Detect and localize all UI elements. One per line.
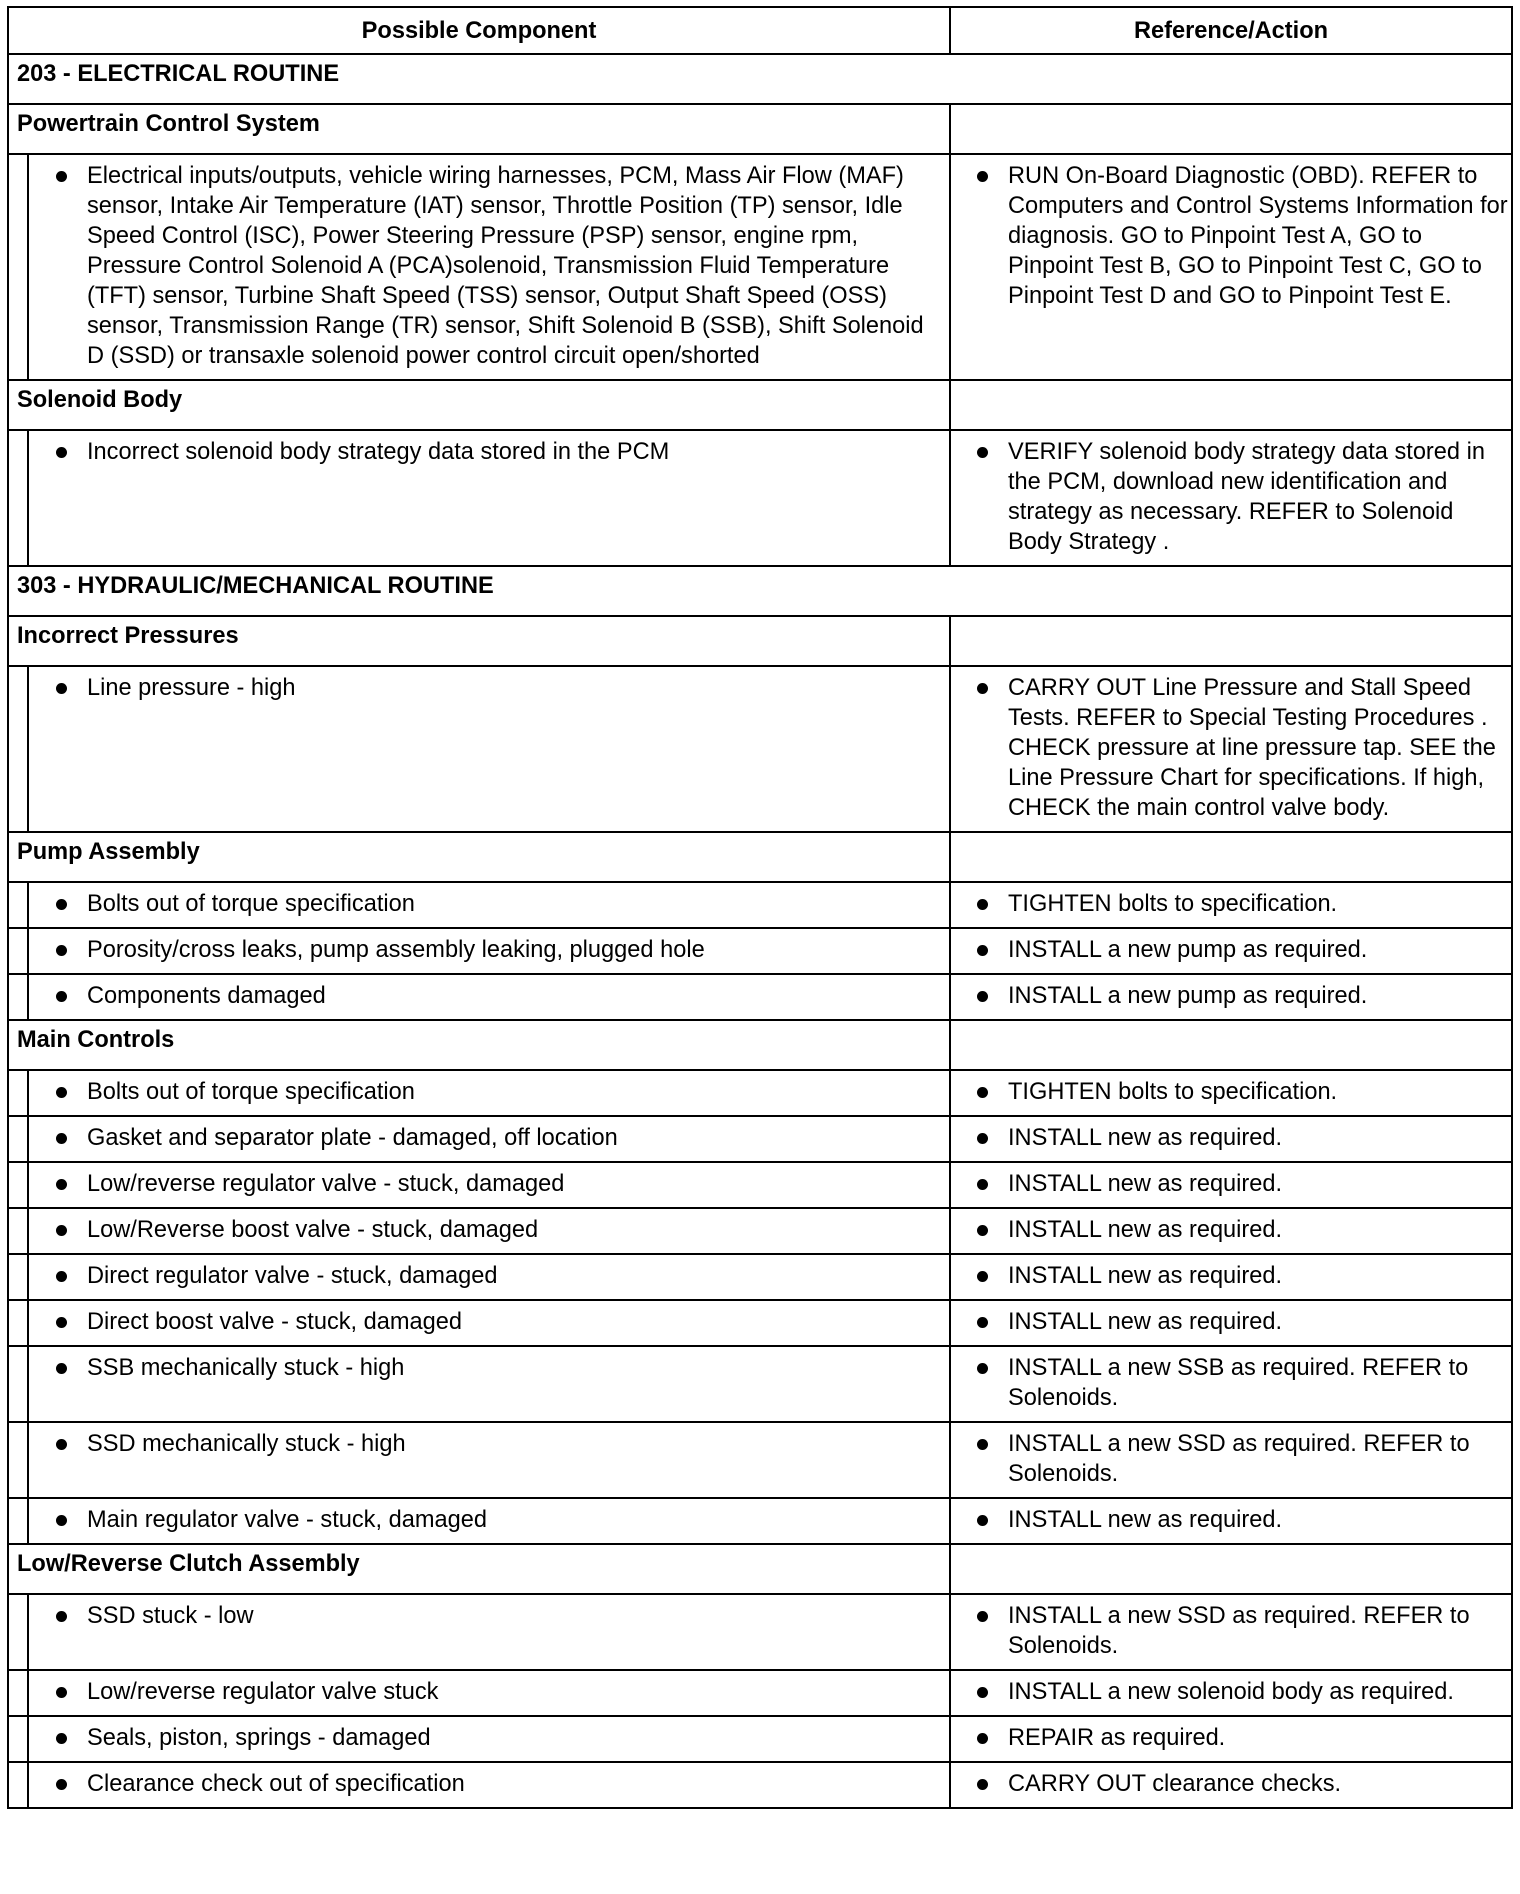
section-row (8, 54, 1512, 104)
header-component: Possible Component (8, 7, 950, 54)
action-bullet-item (951, 1723, 1511, 1753)
group-name: Solenoid Body (8, 380, 950, 430)
component-bullet-item (29, 1601, 949, 1631)
table-row (8, 882, 1512, 928)
action-text: RUN On-Board Diagnostic (OBD). REFER to Computers and Control Systems Information for diagnosis. GO to Pinpoint Test A, GO to Pinpoint Test B, GO to Pinpoint Test C, GO to Pinpoint Test D and GO to Pinpoint Test E. (1008, 163, 1508, 309)
header-row (8, 7, 1512, 54)
action-bullet-item (951, 1429, 1511, 1489)
action-bullet-item (951, 1353, 1511, 1413)
bullet-icon (977, 447, 988, 458)
action-cell (950, 1670, 1512, 1716)
action-cell (950, 882, 1512, 928)
table-row (8, 154, 1512, 380)
bullet-icon (56, 1133, 67, 1144)
bullet-icon (56, 171, 67, 182)
group-name: Incorrect Pressures (8, 616, 950, 666)
table-row (8, 430, 1512, 566)
group-name: Powertrain Control System (8, 104, 950, 154)
table-row (8, 1116, 1512, 1162)
bullet-icon (56, 1087, 67, 1098)
bullet-icon (56, 1271, 67, 1282)
bullet-icon (977, 1687, 988, 1698)
group-action-empty (950, 104, 1512, 154)
action-bullet-item (951, 1505, 1511, 1535)
table-row (8, 974, 1512, 1020)
group-name: Low/Reverse Clutch Assembly (8, 1544, 950, 1594)
component-bullet-item (29, 1429, 949, 1459)
bullet-icon (977, 1363, 988, 1374)
bullet-icon (977, 171, 988, 182)
action-cell (950, 1162, 1512, 1208)
action-cell (950, 1498, 1512, 1544)
action-cell (950, 1716, 1512, 1762)
table-row (8, 1716, 1512, 1762)
action-bullet-item (951, 1169, 1511, 1199)
section-row (8, 566, 1512, 616)
indent-cell (8, 928, 28, 974)
component-text: Bolts out of torque specification (87, 1079, 415, 1105)
component-cell (28, 1254, 950, 1300)
component-cell (28, 974, 950, 1020)
group-name: Pump Assembly (8, 832, 950, 882)
component-text: Line pressure - high (87, 675, 296, 701)
component-cell (28, 1070, 950, 1116)
indent-cell (8, 1594, 28, 1670)
bullet-icon (56, 991, 67, 1002)
component-bullet-item (29, 673, 949, 703)
component-bullet-item (29, 1123, 949, 1153)
indent-cell (8, 666, 28, 832)
component-bullet-item (29, 1769, 949, 1799)
bullet-icon (977, 1087, 988, 1098)
group-row (8, 380, 1512, 430)
component-bullet-item (29, 1261, 949, 1291)
action-bullet-item (951, 673, 1511, 823)
component-text: SSD stuck - low (87, 1603, 254, 1629)
component-text: Bolts out of torque specification (87, 891, 415, 917)
action-bullet-item (951, 935, 1511, 965)
action-cell (950, 928, 1512, 974)
component-text: Low/Reverse boost valve - stuck, damaged (87, 1217, 539, 1243)
bullet-icon (56, 899, 67, 910)
indent-cell (8, 1162, 28, 1208)
bullet-icon (56, 945, 67, 956)
bullet-icon (977, 1779, 988, 1790)
component-bullet-item (29, 1353, 949, 1383)
bullet-icon (977, 1611, 988, 1622)
component-cell (28, 1594, 950, 1670)
table-row (8, 1498, 1512, 1544)
indent-cell (8, 1116, 28, 1162)
action-cell (950, 1208, 1512, 1254)
indent-cell (8, 1716, 28, 1762)
indent-cell (8, 1300, 28, 1346)
component-bullet-item (29, 1307, 949, 1337)
action-cell (950, 1594, 1512, 1670)
component-cell (28, 1162, 950, 1208)
component-text: SSD mechanically stuck - high (87, 1431, 406, 1457)
action-cell (950, 1116, 1512, 1162)
table-row (8, 1300, 1512, 1346)
table-row (8, 666, 1512, 832)
action-bullet-item (951, 1077, 1511, 1107)
group-action-empty (950, 380, 1512, 430)
component-cell (28, 882, 950, 928)
component-cell (28, 928, 950, 974)
component-text: Direct regulator valve - stuck, damaged (87, 1263, 498, 1289)
bullet-icon (977, 1271, 988, 1282)
action-cell (950, 430, 1512, 566)
component-cell (28, 1422, 950, 1498)
bullet-icon (56, 1687, 67, 1698)
action-text: INSTALL a new SSD as required. REFER to Solenoids. (1008, 1603, 1470, 1659)
table-row (8, 1346, 1512, 1422)
component-cell (28, 1498, 950, 1544)
bullet-icon (977, 1225, 988, 1236)
bullet-icon (977, 1733, 988, 1744)
indent-cell (8, 974, 28, 1020)
table-row (8, 1422, 1512, 1498)
action-text: INSTALL new as required. (1008, 1309, 1283, 1335)
component-text: Electrical inputs/outputs, vehicle wiring harnesses, PCM, Mass Air Flow (MAF) sensor, Intake Air Temperature (IAT) sensor, Throttle Position (TP) sensor, Idle Speed Control (ISC), Power Steering Pressure (PSP) sensor, engine rpm, Pressure Control Solenoid A (PCA)solenoid, Transmission Fluid Temperature (TFT) sensor, Turbine Shaft Speed (TSS) sensor, Output Shaft Speed (OSS) sensor, Transmission Range (TR) sensor, Shift Solenoid B (SSB), Shift Solenoid D (SSD) or transaxle solenoid power control circuit open/shorted (87, 163, 924, 369)
component-cell (28, 1116, 950, 1162)
component-text: Incorrect solenoid body strategy data stored in the PCM (87, 439, 670, 465)
component-text: Clearance check out of specification (87, 1771, 465, 1797)
bullet-icon (977, 683, 988, 694)
action-bullet-item (951, 1307, 1511, 1337)
table-row (8, 928, 1512, 974)
action-text: INSTALL a new pump as required. (1008, 937, 1368, 963)
group-row (8, 104, 1512, 154)
component-cell (28, 1300, 950, 1346)
indent-cell (8, 1498, 28, 1544)
component-bullet-item (29, 889, 949, 919)
action-cell (950, 1346, 1512, 1422)
component-bullet-item (29, 981, 949, 1011)
action-text: INSTALL a new SSB as required. REFER to Solenoids. (1008, 1355, 1469, 1411)
group-action-empty (950, 1544, 1512, 1594)
bullet-icon (56, 1515, 67, 1526)
bullet-icon (56, 1439, 67, 1450)
indent-cell (8, 1346, 28, 1422)
action-text: INSTALL new as required. (1008, 1217, 1283, 1243)
bullet-icon (977, 1515, 988, 1526)
bullet-icon (56, 1611, 67, 1622)
action-cell (950, 666, 1512, 832)
indent-cell (8, 1762, 28, 1808)
component-text: Gasket and separator plate - damaged, off location (87, 1125, 618, 1151)
action-cell (950, 1070, 1512, 1116)
action-bullet-item (951, 981, 1511, 1011)
action-text: INSTALL a new solenoid body as required. (1008, 1679, 1454, 1705)
group-action-empty (950, 616, 1512, 666)
bullet-icon (977, 1179, 988, 1190)
table-row (8, 1070, 1512, 1116)
component-cell (28, 154, 950, 380)
component-text: Porosity/cross leaks, pump assembly leaking, plugged hole (87, 937, 705, 963)
bullet-icon (56, 1225, 67, 1236)
group-action-empty (950, 832, 1512, 882)
bullet-icon (977, 1133, 988, 1144)
component-cell (28, 1762, 950, 1808)
bullet-icon (977, 1439, 988, 1450)
group-row (8, 616, 1512, 666)
component-text: Low/reverse regulator valve stuck (87, 1679, 439, 1705)
group-row (8, 832, 1512, 882)
component-bullet-item (29, 1077, 949, 1107)
component-bullet-item (29, 935, 949, 965)
group-row (8, 1544, 1512, 1594)
component-text: Direct boost valve - stuck, damaged (87, 1309, 463, 1335)
action-text: INSTALL a new pump as required. (1008, 983, 1368, 1009)
action-bullet-item (951, 161, 1511, 311)
action-cell (950, 1762, 1512, 1808)
indent-cell (8, 1208, 28, 1254)
bullet-icon (977, 945, 988, 956)
action-text: INSTALL a new SSD as required. REFER to Solenoids. (1008, 1431, 1470, 1487)
component-bullet-item (29, 1677, 949, 1707)
action-text: TIGHTEN bolts to specification. (1008, 891, 1338, 917)
indent-cell (8, 1254, 28, 1300)
bullet-icon (977, 1317, 988, 1328)
action-bullet-item (951, 1215, 1511, 1245)
table-row (8, 1762, 1512, 1808)
indent-cell (8, 1670, 28, 1716)
bullet-icon (977, 991, 988, 1002)
group-action-empty (950, 1020, 1512, 1070)
component-cell (28, 1670, 950, 1716)
action-text: INSTALL new as required. (1008, 1263, 1283, 1289)
indent-cell (8, 1070, 28, 1116)
table-row (8, 1208, 1512, 1254)
action-text: INSTALL new as required. (1008, 1125, 1283, 1151)
table-row (8, 1594, 1512, 1670)
section-title: 303 - HYDRAULIC/MECHANICAL ROUTINE (8, 566, 1512, 616)
component-text: Seals, piston, springs - damaged (87, 1725, 431, 1751)
action-bullet-item (951, 1769, 1511, 1799)
action-cell (950, 1300, 1512, 1346)
action-text: VERIFY solenoid body strategy data stored in the PCM, download new identification and strategy as necessary. REFER to Solenoid Body Strategy . (1008, 439, 1485, 555)
action-text: INSTALL new as required. (1008, 1171, 1283, 1197)
table-body (8, 54, 1512, 1808)
table-row (8, 1670, 1512, 1716)
bullet-icon (56, 1179, 67, 1190)
table-row (8, 1162, 1512, 1208)
action-bullet-item (951, 1261, 1511, 1291)
component-cell (28, 666, 950, 832)
bullet-icon (56, 1317, 67, 1328)
action-cell (950, 1254, 1512, 1300)
component-text: Components damaged (87, 983, 326, 1009)
indent-cell (8, 430, 28, 566)
group-name: Main Controls (8, 1020, 950, 1070)
component-cell (28, 430, 950, 566)
component-bullet-item (29, 1215, 949, 1245)
action-text: INSTALL new as required. (1008, 1507, 1283, 1533)
component-cell (28, 1716, 950, 1762)
bullet-icon (56, 683, 67, 694)
indent-cell (8, 154, 28, 380)
component-cell (28, 1346, 950, 1422)
bullet-icon (977, 899, 988, 910)
action-bullet-item (951, 1677, 1511, 1707)
bullet-icon (56, 1733, 67, 1744)
diagnosis-table (7, 6, 1513, 1809)
action-text: REPAIR as required. (1008, 1725, 1226, 1751)
indent-cell (8, 1422, 28, 1498)
action-bullet-item (951, 1601, 1511, 1661)
action-cell (950, 1422, 1512, 1498)
action-cell (950, 974, 1512, 1020)
bullet-icon (56, 447, 67, 458)
indent-cell (8, 882, 28, 928)
component-bullet-item (29, 437, 949, 467)
action-text: CARRY OUT Line Pressure and Stall Speed Tests. REFER to Special Testing Procedures . CHECK pressure at line pressure tap. SEE the Line Pressure Chart for specifications. If high, CHECK the main control valve body. (1008, 675, 1496, 821)
header-action: Reference/Action (950, 7, 1512, 54)
bullet-icon (56, 1363, 67, 1374)
bullet-icon (56, 1779, 67, 1790)
action-text: TIGHTEN bolts to specification. (1008, 1079, 1338, 1105)
action-bullet-item (951, 1123, 1511, 1153)
component-bullet-item (29, 1169, 949, 1199)
component-text: SSB mechanically stuck - high (87, 1355, 405, 1381)
section-title: 203 - ELECTRICAL ROUTINE (8, 54, 1512, 104)
component-bullet-item (29, 1505, 949, 1535)
action-cell (950, 154, 1512, 380)
component-cell (28, 1208, 950, 1254)
component-text: Main regulator valve - stuck, damaged (87, 1507, 487, 1533)
action-bullet-item (951, 889, 1511, 919)
action-bullet-item (951, 437, 1511, 557)
action-text: CARRY OUT clearance checks. (1008, 1771, 1342, 1797)
table-row (8, 1254, 1512, 1300)
component-bullet-item (29, 161, 949, 371)
group-row (8, 1020, 1512, 1070)
component-bullet-item (29, 1723, 949, 1753)
component-text: Low/reverse regulator valve - stuck, damaged (87, 1171, 565, 1197)
